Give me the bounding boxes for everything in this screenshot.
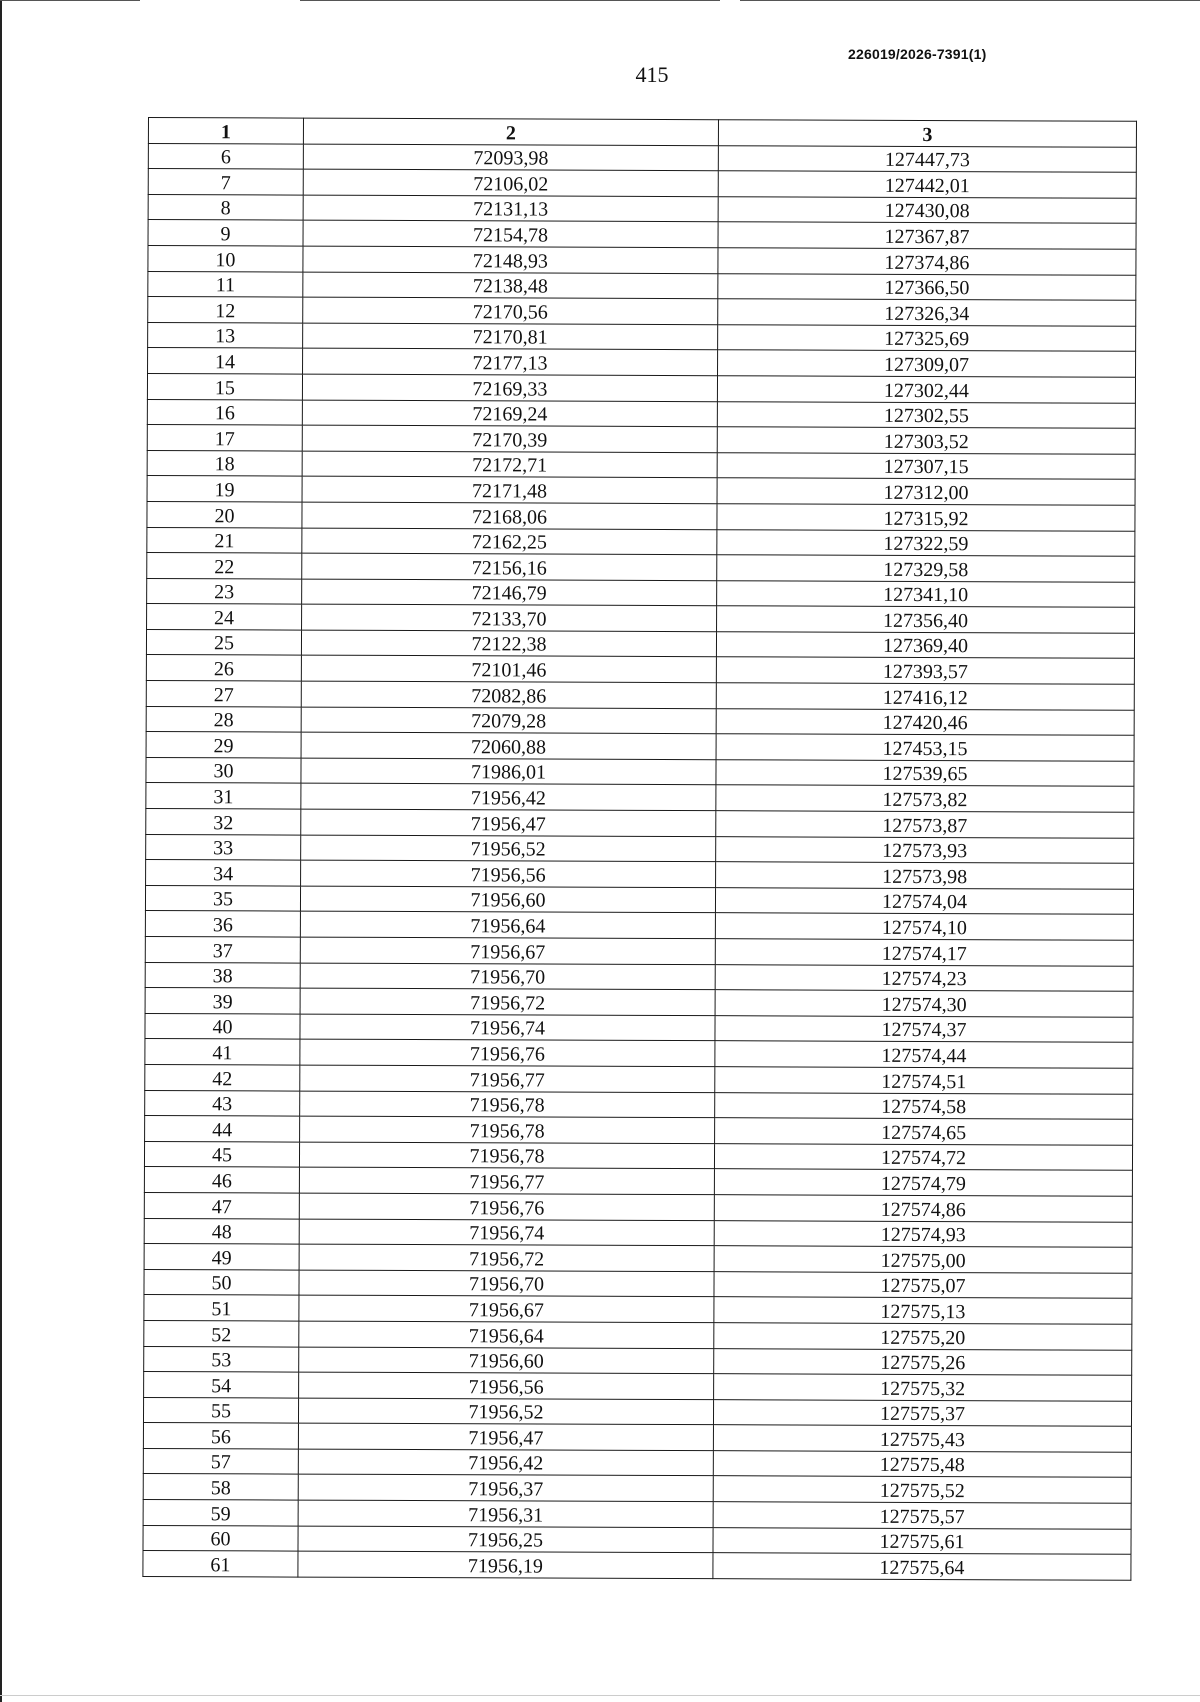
coordinate-y-cell: 127453,15 [716, 734, 1134, 761]
table-row [148, 271, 1136, 300]
point-number-cell: 7 [148, 169, 303, 195]
coordinate-x-cell: 71956,37 [298, 1475, 713, 1502]
table-row [144, 1218, 1132, 1247]
coordinate-y-cell: 127302,55 [717, 401, 1135, 428]
top-rule-segment [740, 0, 1200, 1]
coordinate-x-cell: 71956,60 [300, 886, 715, 913]
table-row [145, 962, 1133, 991]
table-row [143, 1525, 1131, 1554]
coordinate-x-cell: 72156,16 [302, 553, 717, 580]
table-row [148, 194, 1136, 223]
point-number-cell: 30 [146, 757, 301, 783]
table-row [143, 1448, 1131, 1477]
coordinate-y-cell: 127356,40 [717, 606, 1135, 633]
coordinate-y-cell: 127575,00 [714, 1246, 1132, 1273]
point-number-cell: 32 [146, 809, 301, 835]
table-row [144, 1244, 1132, 1273]
table-row [143, 1551, 1131, 1580]
coordinate-x-cell: 71956,56 [301, 860, 716, 887]
table-row [145, 1090, 1133, 1119]
table-row [145, 1116, 1133, 1145]
coordinate-y-cell: 127329,58 [717, 555, 1135, 582]
table-row [146, 706, 1134, 735]
point-number-cell: 26 [146, 655, 301, 681]
coordinate-y-cell: 127369,40 [716, 632, 1134, 659]
table-row [143, 1500, 1131, 1529]
coordinate-x-cell: 71956,74 [300, 1014, 715, 1041]
coordinate-y-cell: 127575,32 [714, 1374, 1132, 1401]
coordinate-x-cell: 71956,19 [298, 1551, 713, 1578]
coordinate-x-cell: 72177,13 [303, 348, 718, 375]
coordinate-y-cell: 127574,23 [715, 964, 1133, 991]
coordinate-x-cell: 72093,98 [303, 144, 718, 171]
table-row [148, 169, 1136, 198]
point-number-cell: 57 [143, 1448, 298, 1474]
page-left-edge [0, 0, 2, 1702]
point-number-cell: 22 [147, 553, 302, 579]
table-row [143, 1423, 1131, 1452]
coordinate-x-cell: 72170,56 [303, 297, 718, 324]
coordinate-y-cell: 127374,86 [718, 248, 1136, 275]
table-row [144, 1141, 1132, 1170]
table-row [146, 809, 1134, 838]
table-row [147, 604, 1135, 633]
point-number-cell: 18 [147, 450, 302, 476]
coordinate-y-cell: 127302,44 [717, 376, 1135, 403]
coordinate-x-cell: 71956,47 [301, 809, 716, 836]
coordinate-y-cell: 127575,48 [713, 1451, 1131, 1478]
point-number-cell: 59 [143, 1500, 298, 1526]
coordinate-y-cell: 127574,79 [714, 1169, 1132, 1196]
table-row [146, 732, 1134, 761]
coordinate-x-cell: 71956,31 [298, 1500, 713, 1527]
table-row [145, 1013, 1133, 1042]
coordinate-x-cell: 71956,67 [300, 937, 715, 964]
table-header-row [148, 118, 1136, 147]
coordinate-x-cell: 72171,48 [302, 476, 717, 503]
coordinate-y-cell: 127575,52 [713, 1476, 1131, 1503]
table-row [146, 834, 1134, 863]
table-row [148, 245, 1136, 274]
coordinate-y-cell: 127573,87 [716, 811, 1134, 838]
coordinate-x-cell: 72106,02 [303, 169, 718, 196]
coordinate-y-cell: 127574,44 [715, 1041, 1133, 1068]
coordinate-y-cell: 127574,37 [715, 1015, 1133, 1042]
table-row [144, 1320, 1132, 1349]
coordinate-y-cell: 127574,72 [714, 1143, 1132, 1170]
coordinate-x-cell: 72169,24 [302, 400, 717, 427]
point-number-cell: 38 [145, 962, 300, 988]
coordinate-y-cell: 127575,26 [714, 1348, 1132, 1375]
coordinate-x-cell: 71986,01 [301, 758, 716, 785]
coordinate-y-cell: 127309,07 [718, 350, 1136, 377]
table-row [144, 1372, 1132, 1401]
coordinate-x-cell: 71956,47 [298, 1423, 713, 1450]
coordinate-x-cell: 72082,86 [301, 681, 716, 708]
table-row [147, 553, 1135, 582]
coordinate-y-cell: 127312,00 [717, 478, 1135, 505]
coordinate-x-cell: 72162,25 [302, 528, 717, 555]
coordinate-x-cell: 72079,28 [301, 707, 716, 734]
coordinate-x-cell: 72170,39 [302, 425, 717, 452]
point-number-cell: 23 [147, 578, 302, 604]
point-number-cell: 51 [144, 1295, 299, 1321]
table-body [143, 143, 1136, 1580]
point-number-cell: 33 [146, 834, 301, 860]
coordinate-y-cell: 127574,17 [715, 939, 1133, 966]
coordinate-y-cell: 127574,65 [715, 1118, 1133, 1145]
table-row [147, 399, 1135, 428]
point-number-cell: 16 [147, 399, 302, 425]
coordinate-x-cell: 71956,70 [300, 963, 715, 990]
point-number-cell: 15 [147, 373, 302, 399]
point-number-cell: 27 [146, 681, 301, 707]
coordinate-x-cell: 71956,72 [299, 1244, 714, 1271]
coordinate-y-cell: 127325,69 [718, 324, 1136, 351]
coordinate-x-cell: 71956,64 [299, 1321, 714, 1348]
coordinate-y-cell: 127326,34 [718, 299, 1136, 326]
coordinate-y-cell: 127341,10 [717, 580, 1135, 607]
coordinate-x-cell: 72131,13 [303, 195, 718, 222]
table-row [145, 911, 1133, 940]
point-number-cell: 53 [144, 1346, 299, 1372]
table-row [143, 1474, 1131, 1503]
coordinate-x-cell: 72133,70 [302, 604, 717, 631]
point-number-cell: 40 [145, 1013, 300, 1039]
coordinate-y-cell: 127575,57 [713, 1502, 1131, 1529]
table-row [145, 885, 1133, 914]
table-row [147, 425, 1135, 454]
coordinate-x-cell: 71956,76 [299, 1193, 714, 1220]
table-row [146, 783, 1134, 812]
top-rule-segment [0, 0, 140, 1]
coordinate-x-cell: 71956,64 [300, 911, 715, 938]
coordinate-y-cell: 127574,86 [714, 1195, 1132, 1222]
table-row [146, 860, 1134, 889]
table-row [146, 655, 1134, 684]
coordinate-y-cell: 127539,65 [716, 760, 1134, 787]
coordinate-y-cell: 127416,12 [716, 683, 1134, 710]
table-row [148, 297, 1136, 326]
point-number-cell: 11 [148, 271, 303, 297]
point-number-cell: 47 [144, 1192, 299, 1218]
coordinate-x-cell: 71956,78 [300, 1091, 715, 1118]
point-number-cell: 17 [147, 425, 302, 451]
point-number-cell: 39 [145, 988, 300, 1014]
point-number-cell: 12 [148, 297, 303, 323]
coordinate-y-cell: 127573,93 [716, 836, 1134, 863]
coordinate-x-cell: 72122,38 [301, 630, 716, 657]
point-number-cell: 21 [147, 527, 302, 553]
point-number-cell: 54 [144, 1372, 299, 1398]
coordinate-y-cell: 127574,93 [714, 1220, 1132, 1247]
point-number-cell: 28 [146, 706, 301, 732]
point-number-cell: 6 [148, 143, 303, 169]
point-number-cell: 56 [143, 1423, 298, 1449]
coordinate-y-cell: 127575,20 [714, 1323, 1132, 1350]
point-number-cell: 20 [147, 501, 302, 527]
point-number-cell: 43 [145, 1090, 300, 1116]
coordinate-y-cell: 127447,73 [718, 145, 1136, 172]
coordinate-x-cell: 71956,52 [301, 835, 716, 862]
point-number-cell: 19 [147, 476, 302, 502]
point-number-cell: 13 [148, 322, 303, 348]
coordinate-y-cell: 127315,92 [717, 504, 1135, 531]
table-row [145, 1039, 1133, 1068]
coordinate-y-cell: 127575,61 [713, 1527, 1131, 1554]
point-number-cell: 34 [146, 860, 301, 886]
coordinate-y-cell: 127420,46 [716, 708, 1134, 735]
bottom-rule [0, 1695, 1200, 1696]
header-col-1: 1 [148, 118, 303, 144]
coordinate-y-cell: 127575,64 [713, 1553, 1131, 1580]
point-number-cell: 14 [148, 348, 303, 374]
table-row [145, 1064, 1133, 1093]
table-row [148, 143, 1136, 172]
coordinate-y-cell: 127574,04 [715, 887, 1133, 914]
top-rule [0, 0, 1200, 2]
table-row [148, 348, 1136, 377]
coordinate-x-cell: 71956,77 [299, 1167, 714, 1194]
table-row [144, 1269, 1132, 1298]
coordinate-y-cell: 127575,43 [713, 1425, 1131, 1452]
table-row [146, 681, 1134, 710]
point-number-cell: 55 [143, 1397, 298, 1423]
coordinate-x-cell: 71956,25 [298, 1526, 713, 1553]
point-number-cell: 10 [148, 245, 303, 271]
top-rule-segment [300, 0, 720, 1]
coordinate-y-cell: 127307,15 [717, 452, 1135, 479]
coordinate-y-cell: 127442,01 [718, 171, 1136, 198]
table-row [148, 322, 1136, 351]
table-row [146, 629, 1134, 658]
point-number-cell: 25 [146, 629, 301, 655]
coordinate-y-cell: 127575,13 [714, 1297, 1132, 1324]
coordinate-y-cell: 127573,82 [716, 785, 1134, 812]
coordinate-x-cell: 72138,48 [303, 272, 718, 299]
coordinate-y-cell: 127574,30 [715, 990, 1133, 1017]
coordinate-x-cell: 71956,67 [299, 1295, 714, 1322]
document-reference: 226019/2026-7391(1) [848, 46, 987, 62]
coordinate-x-cell: 71956,74 [299, 1219, 714, 1246]
table-row [145, 988, 1133, 1017]
point-number-cell: 61 [143, 1551, 298, 1577]
point-number-cell: 45 [144, 1141, 299, 1167]
coordinate-x-cell: 72170,81 [303, 323, 718, 350]
table-row [147, 527, 1135, 556]
coordinate-x-cell: 71956,56 [299, 1372, 714, 1399]
point-number-cell: 29 [146, 732, 301, 758]
coordinate-x-cell: 71956,42 [301, 784, 716, 811]
table-row [144, 1346, 1132, 1375]
coordinate-y-cell: 127573,98 [716, 862, 1134, 889]
coordinate-x-cell: 72168,06 [302, 502, 717, 529]
coordinate-x-cell: 72172,71 [302, 451, 717, 478]
point-number-cell: 31 [146, 783, 301, 809]
coordinate-y-cell: 127366,50 [718, 273, 1136, 300]
coordinate-y-cell: 127303,52 [717, 427, 1135, 454]
point-number-cell: 60 [143, 1525, 298, 1551]
coordinate-x-cell: 72148,93 [303, 246, 718, 273]
table-row [146, 757, 1134, 786]
table-row [144, 1192, 1132, 1221]
point-number-cell: 41 [145, 1039, 300, 1065]
coordinate-x-cell: 71956,42 [298, 1449, 713, 1476]
coordinate-x-cell: 71956,78 [299, 1142, 714, 1169]
coordinate-x-cell: 72146,79 [302, 579, 717, 606]
page-number: 415 [635, 62, 669, 87]
table-row [147, 373, 1135, 402]
coordinate-y-cell: 127575,07 [714, 1271, 1132, 1298]
table-row [148, 220, 1136, 249]
coordinate-y-cell: 127393,57 [716, 657, 1134, 684]
coordinates-table [142, 117, 1137, 1581]
table-row [143, 1397, 1131, 1426]
table-row [147, 501, 1135, 530]
coordinate-y-cell: 127367,87 [718, 222, 1136, 249]
header-col-2: 2 [303, 118, 718, 145]
header-col-3: 3 [718, 120, 1136, 147]
point-number-cell: 9 [148, 220, 303, 246]
table-row [144, 1167, 1132, 1196]
table-row [147, 476, 1135, 505]
coordinate-x-cell: 71956,78 [300, 1116, 715, 1143]
coordinates-table-container [142, 117, 1136, 1581]
coordinate-x-cell: 71956,77 [300, 1065, 715, 1092]
table-row [147, 578, 1135, 607]
point-number-cell: 35 [145, 885, 300, 911]
coordinate-y-cell: 127430,08 [718, 196, 1136, 223]
point-number-cell: 50 [144, 1269, 299, 1295]
point-number-cell: 58 [143, 1474, 298, 1500]
point-number-cell: 42 [145, 1064, 300, 1090]
coordinate-x-cell: 72169,33 [302, 374, 717, 401]
point-number-cell: 48 [144, 1218, 299, 1244]
coordinate-x-cell: 71956,72 [300, 988, 715, 1015]
point-number-cell: 44 [145, 1116, 300, 1142]
point-number-cell: 49 [144, 1244, 299, 1270]
point-number-cell: 8 [148, 194, 303, 220]
point-number-cell: 24 [147, 604, 302, 630]
coordinate-x-cell: 71956,60 [299, 1347, 714, 1374]
point-number-cell: 37 [145, 936, 300, 962]
coordinate-x-cell: 72060,88 [301, 732, 716, 759]
coordinate-y-cell: 127575,37 [713, 1399, 1131, 1426]
point-number-cell: 52 [144, 1320, 299, 1346]
coordinate-x-cell: 71956,70 [299, 1270, 714, 1297]
coordinate-y-cell: 127574,10 [715, 913, 1133, 940]
point-number-cell: 36 [145, 911, 300, 937]
coordinate-y-cell: 127322,59 [717, 529, 1135, 556]
table-row [145, 936, 1133, 965]
coordinate-y-cell: 127574,51 [715, 1067, 1133, 1094]
coordinate-x-cell: 71956,52 [298, 1398, 713, 1425]
coordinate-x-cell: 71956,76 [300, 1039, 715, 1066]
table-row [147, 450, 1135, 479]
coordinate-x-cell: 72154,78 [303, 220, 718, 247]
point-number-cell: 46 [144, 1167, 299, 1193]
coordinate-x-cell: 72101,46 [301, 656, 716, 683]
table-row [144, 1295, 1132, 1324]
coordinate-y-cell: 127574,58 [715, 1092, 1133, 1119]
